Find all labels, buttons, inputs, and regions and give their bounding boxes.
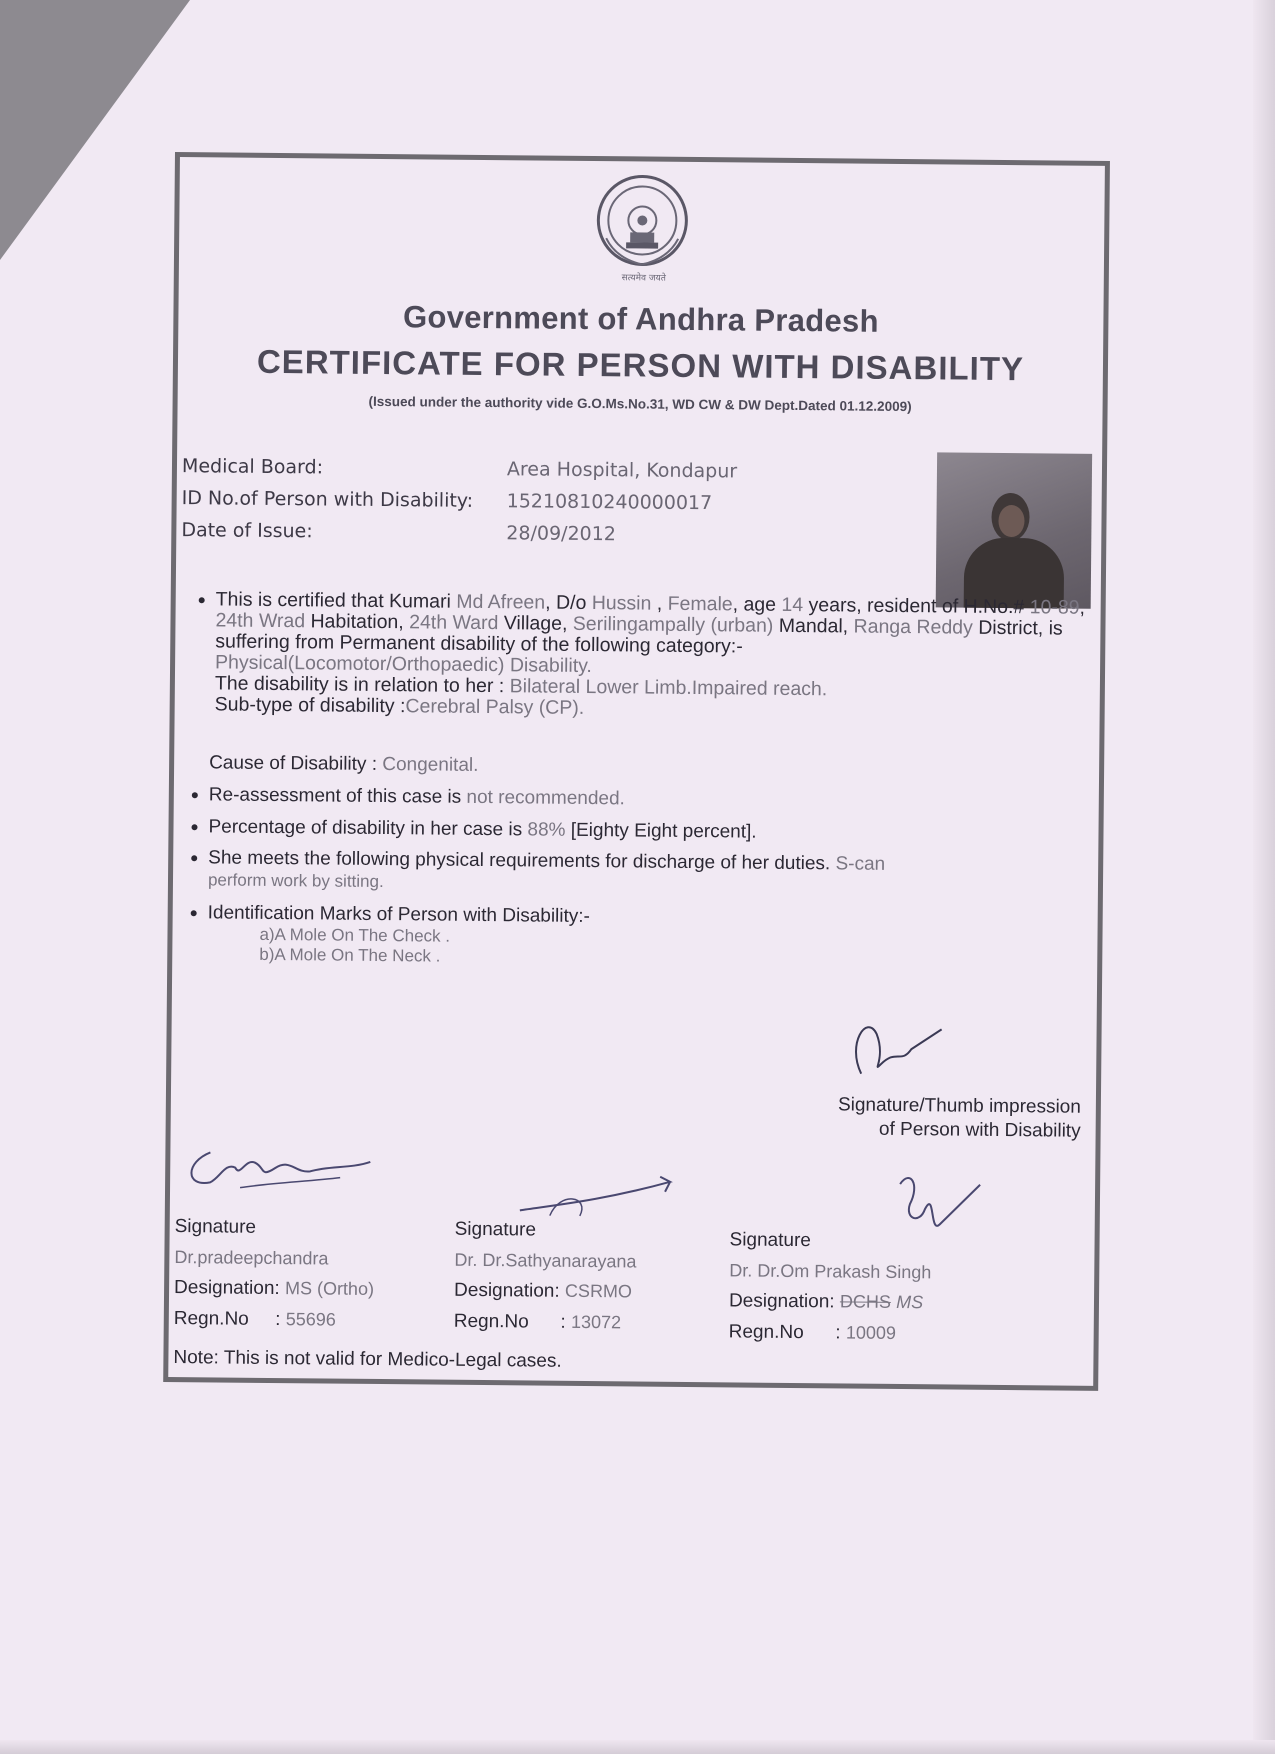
cause-label: Cause of Disability : <box>209 752 383 776</box>
text: This is certified that Kumari <box>215 588 457 613</box>
designation-label: Designation: <box>453 1279 566 1302</box>
date-label: Date of Issue: <box>181 519 313 543</box>
designation-label: Designation: <box>728 1290 840 1313</box>
subtype-value: Cerebral Palsy (CP). <box>405 695 585 719</box>
medical-board-value: Area Hospital, Kondapur <box>506 458 738 483</box>
text: Habitation, <box>305 610 410 634</box>
reassessment-row <box>209 784 1079 814</box>
text: Mandal, <box>773 614 854 638</box>
paper-edge <box>1253 0 1275 1754</box>
requirements-value: S-can <box>835 853 886 875</box>
regn-label: Regn.No : <box>453 1310 572 1333</box>
mandal: Serilingampally (urban) <box>572 612 774 637</box>
text: years, resident of H.No.# <box>803 594 1030 619</box>
signer-name: Dr. Dr.Sathyanarayana <box>454 1249 637 1272</box>
bullet <box>191 824 197 830</box>
mark-b: b)A Mole On The Neck . <box>259 944 441 966</box>
disability-category: Physical(Locomotor/Orthopaedic) <box>214 651 505 677</box>
signature-label: Signature <box>174 1216 257 1238</box>
person-signature-caption <box>771 1093 1081 1144</box>
signer1-signature-scrawl <box>180 1132 381 1204</box>
requirements-label: She meets the following physical requirements for discharge of her duties. <box>208 847 836 875</box>
marks-label: Identification Marks of Person with Disability:- <box>207 902 591 928</box>
percentage-value: 88% <box>527 819 566 841</box>
mark-a: a)A Mole On The Check . <box>259 924 451 946</box>
bullet <box>191 855 197 861</box>
text: District, is suffering from Permanent disability of the following category:- <box>215 616 1063 658</box>
village: 24th Ward <box>409 611 499 635</box>
id-value: 15210810240000017 <box>506 490 713 515</box>
reassessment-label: Re-assessment of this case is <box>208 784 467 808</box>
person-name: Md Afreen <box>456 590 546 614</box>
parent-name: Hussin <box>591 592 652 615</box>
signature-label: Signature <box>729 1229 812 1252</box>
bullet <box>192 792 198 798</box>
designation-value: MS (Ortho) <box>284 1278 375 1299</box>
paper-edge-bottom <box>0 1740 1275 1754</box>
percentage-row <box>208 816 1078 846</box>
person-signature-line1: Signature/Thumb impression <box>837 1094 1081 1118</box>
relation-value: Bilateral Lower Limb.Impaired reach. <box>509 675 828 701</box>
person-photo <box>936 452 1092 608</box>
text: , D/o <box>545 591 592 615</box>
id-label: ID No.of Person with Disability: <box>181 487 474 512</box>
cause-value: Congenital. <box>382 754 479 776</box>
subtype-label: Sub-type of disability : <box>214 693 406 718</box>
bullet <box>199 597 205 603</box>
state-emblem-seal <box>586 168 705 287</box>
requirements-value-2: perform work by sitting. <box>207 870 384 892</box>
relation-label: The disability is in relation to her : <box>214 672 510 698</box>
certification-paragraph <box>215 589 1086 723</box>
government-title: Government of Andhra Pradesh <box>402 299 879 339</box>
emblem-motto: सत्यमेव जयते <box>621 273 666 284</box>
text: , <box>651 592 668 615</box>
regn-label: Regn.No : <box>728 1321 847 1344</box>
percentage-words: [Eighty Eight percent]. <box>565 819 757 843</box>
district: Ranga Reddy <box>853 615 973 639</box>
person-signature-line2: of Person with Disability <box>878 1118 1081 1142</box>
authority-line: (Issued under the authority vide G.O.Ms.No.31, WD CW & DW Dept.Dated 01.12.2009) <box>368 393 912 415</box>
regn-value: 13072 <box>570 1311 622 1333</box>
certificate-frame <box>163 152 1110 1391</box>
signer-2 <box>454 1215 637 1339</box>
designation-value: DCHS <box>839 1291 892 1312</box>
signer-name: Dr.pradeepchandra <box>174 1247 329 1269</box>
percentage-label: Percentage of disability in her case is <box>208 816 528 841</box>
signature-label: Signature <box>454 1218 537 1241</box>
designation-value: CSRMO <box>564 1280 633 1302</box>
signer-name: Dr. Dr.Om Prakash Singh <box>729 1260 932 1283</box>
reassessment-value: not recommended. <box>466 786 625 810</box>
signer-1 <box>174 1212 375 1336</box>
regn-label: Regn.No : <box>173 1308 286 1331</box>
identification-marks <box>207 902 1078 972</box>
bullet <box>191 910 197 916</box>
certificate-title: CERTIFICATE FOR PERSON WITH DISABILITY <box>256 342 1025 388</box>
person-signature-scrawl <box>841 1003 952 1084</box>
text: , age <box>732 593 782 616</box>
text: Disability. <box>504 654 593 678</box>
cause-row <box>209 752 1079 782</box>
age: 14 <box>781 593 804 617</box>
designation-handwritten: MS <box>896 1291 924 1313</box>
gender: Female <box>667 592 733 616</box>
regn-value: 10009 <box>845 1322 897 1343</box>
requirements-row <box>208 847 1078 899</box>
text: , <box>1079 596 1086 619</box>
house-number: 10-89 <box>1029 596 1080 619</box>
medical-board-label: Medical Board: <box>181 455 324 479</box>
designation-label: Designation: <box>173 1277 286 1300</box>
footer-note: Note: This is not valid for Medico-Legal cases. <box>173 1347 562 1372</box>
date-value: 28/09/2012 <box>506 522 616 546</box>
regn-value: 55696 <box>285 1309 336 1330</box>
signer-3 <box>729 1225 932 1349</box>
text: Village, <box>498 612 573 635</box>
folded-corner <box>0 0 190 260</box>
habitation: 24th Wrad <box>215 609 306 633</box>
